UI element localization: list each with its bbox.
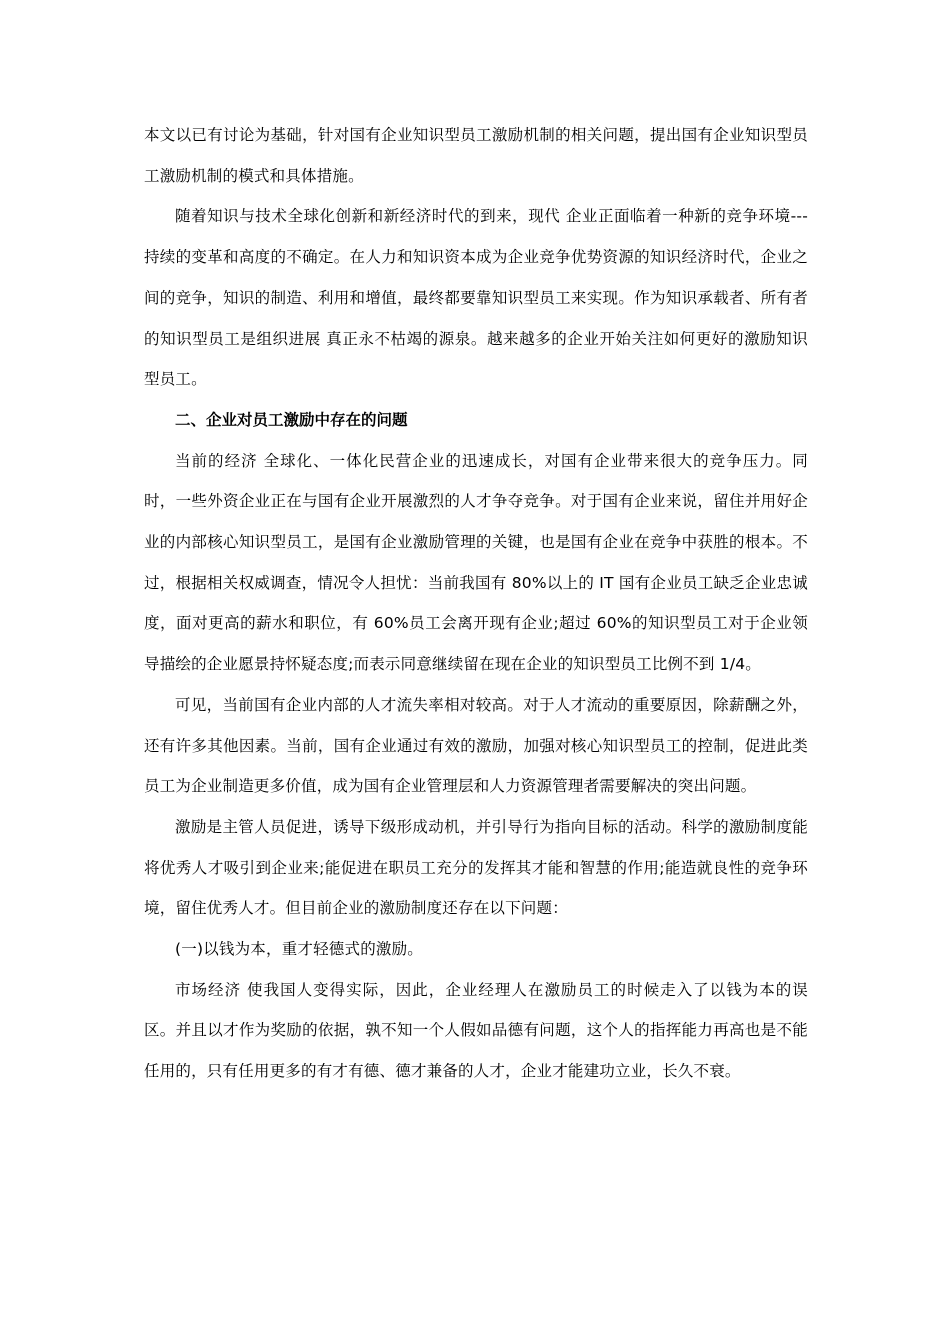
paragraph-market-economy: 市场经济 使我国人变得实际，因此，企业经理人在激励员工的时候走入了以钱为本的误区。并且以才作为奖励的依据，孰不知一个人假如品德有问题，这个人的指挥能力再高也是不能任用的，只有任用更多的有才有德、德才兼备的人才，企业才能建功立业，长久不衰。 <box>144 980 808 1081</box>
section-heading-problems: 二、企业对员工激励中存在的问题 <box>175 410 408 429</box>
paragraph-talent-loss: 可见，当前国有企业内部的人才流失率相对较高。对于人才流动的重要原因，除薪酬之外，还有许多其他因素。当前，国有企业通过有效的激励，加强对核心知识型员工的控制，促进此类员工为企业制造更多价值，成为国有企业管理层和人力资源管理者需要解决的突出问题。 <box>144 695 808 796</box>
document-body <box>144 115 808 1092</box>
paragraph-knowledge-economy: 随着知识与技术全球化创新和新经济时代的到来，现代 企业正面临着一种新的竞争环境---持续的变革和高度的不确定。在人力和知识资本成为企业竞争优势资源的知识经济时代，企业之间的竞争，知识的制造、利用和增值，最终都要靠知识型员工来实现。作为知识承载者、所有者的知识型员工是组织进展 真正永不枯竭的源泉。越来越多的企业开始关注如何更好的激励知识型员工。 <box>144 207 808 389</box>
subheading-money-first: (一)以钱为本，重才轻德式的激励。 <box>175 940 423 959</box>
paragraph-incentive-definition: 激励是主管人员促进，诱导下级形成动机，并引导行为指向目标的活动。科学的激励制度能将优秀人才吸引到企业来;能促进在职员工充分的发挥其才能和智慧的作用;能造就良性的竞争环境，留住优秀人才。但目前企业的激励制度还存在以下问题： <box>144 817 808 918</box>
paragraph-intro: 本文以已有讨论为基础，针对国有企业知识型员工激励机制的相关问题，提出国有企业知识型员工激励机制的模式和具体措施。 <box>144 126 808 185</box>
paragraph-competition-pressure: 当前的经济 全球化、一体化民营企业的迅速成长，对国有企业带来很大的竞争压力。同时，一些外资企业正在与国有企业开展激烈的人才争夺竞争。对于国有企业来说，留住并用好企业的内部核心知识型员工，是国有企业激励管理的关键，也是国有企业在竞争中获胜的根本。不过，根据相关权威调查，情况令人担忧：当前我国有 80%以上的 IT 国有企业员工缺乏企业忠诚度，面对更高的薪水和职位，有 60%员工会离开现有企业;超过 60%的知识型员工对于企业领导描绘的企业愿景持怀疑态度;而表示同意继续留在现在企业的知识型员工比例不到 1/4。 <box>144 451 808 674</box>
